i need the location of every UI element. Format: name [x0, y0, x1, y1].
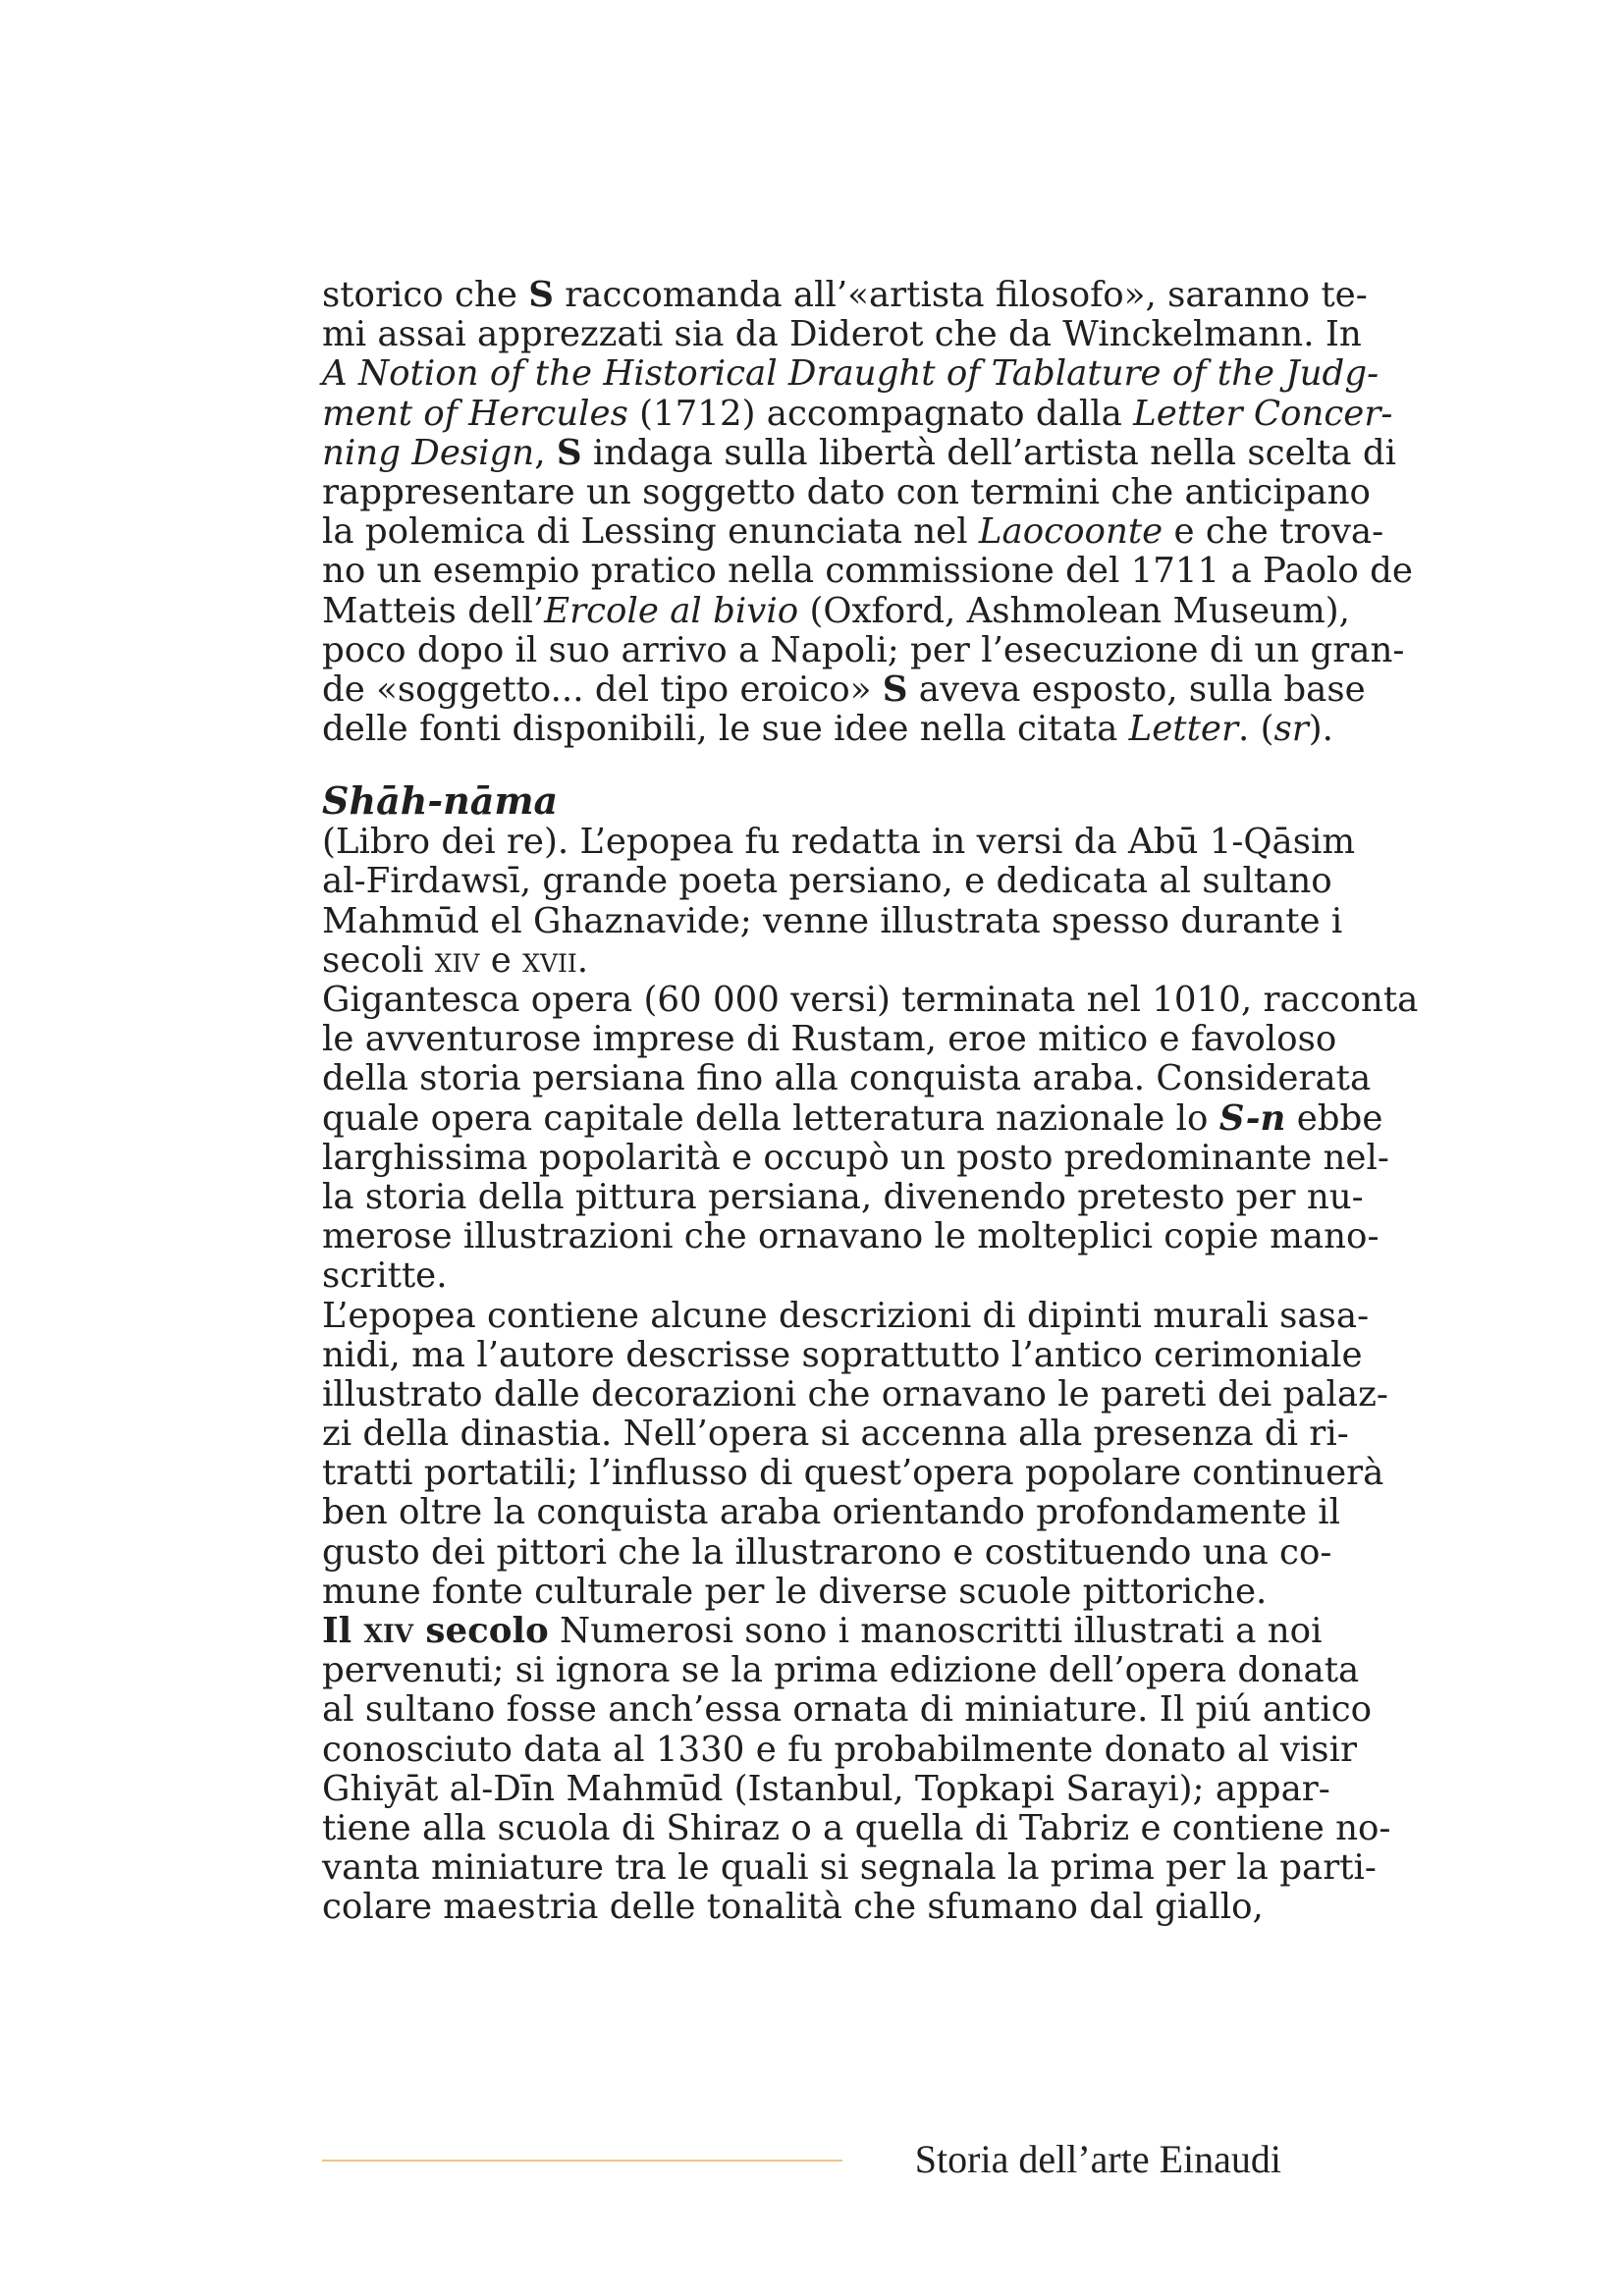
entry-line: nidi, ma l’autore descrisse soprattutto l’antico cerimoniale	[322, 1334, 1363, 1375]
previous-entry-line: A Notion of the Historical Draught of Tablature of the Judg-	[322, 353, 1380, 395]
previous-entry-line: Matteis dell’Ercole al bivio (Oxford, Ashmolean Museum),	[322, 590, 1350, 631]
entry-line: Il xiv secolo Numerosi sono i manoscritti illustrati a noi	[322, 1611, 1323, 1651]
previous-entry-line: poco dopo il suo arrivo a Napoli; per l’esecuzione di un gran-	[322, 629, 1405, 670]
entry-line: della storia persiana fino alla conquista araba. Considerata	[322, 1058, 1372, 1099]
previous-entry-line: no un esempio pratico nella commissione del 1711 a Paolo de	[322, 551, 1413, 592]
previous-entry-line: storico che S raccomanda all’«artista filosofo», saranno te-	[322, 275, 1368, 315]
entry-line: zi della dinastia. Nell’opera si accenna alla presenza di ri-	[322, 1414, 1349, 1455]
footer-rule	[322, 2160, 842, 2162]
entry-title: Shāh-nāma	[322, 778, 559, 824]
previous-entry-line: la polemica di Lessing enunciata nel Laocoonte e che trova-	[322, 511, 1384, 553]
previous-entry-line: ment of Hercules (1712) accompagnato dalla Letter Concer-	[322, 393, 1393, 434]
entry-line: vanta miniature tra le quali si segnala la prima per la parti-	[322, 1847, 1377, 1889]
entry-line: larghissima popolarità e occupò un posto predominante nel-	[322, 1137, 1389, 1178]
entry-line: scritte.	[322, 1255, 448, 1297]
entry-line: illustrato dalle decorazioni che ornavano le pareti dei palaz-	[322, 1373, 1388, 1415]
entry-line: tratti portatili; l’influsso di quest’opera popolare continuerà	[322, 1453, 1384, 1494]
entry-line: al sultano fosse anch’essa ornata di miniature. Il piú antico	[322, 1689, 1373, 1731]
entry-line: L’epopea contiene alcune descrizioni di dipinti murali sasa-	[322, 1295, 1370, 1336]
previous-entry-line: ning Design, S indaga sulla libertà dell’artista nella scelta di	[322, 432, 1396, 473]
entry-line: mune fonte culturale per le diverse scuole pittoriche.	[322, 1571, 1268, 1612]
entry-line: Gigantesca opera (60 000 versi) terminata nel 1010, racconta	[322, 980, 1419, 1020]
previous-entry-line: mi assai apprezzati sia da Diderot che da Winckelmann. In	[322, 314, 1362, 355]
entry-line: al-Firdawsī, grande poeta persiano, e dedicata al sultano	[322, 861, 1332, 902]
page-body	[322, 275, 1419, 1928]
entry-line: gusto dei pittori che la illustrarono e costituendo una co-	[322, 1531, 1332, 1573]
entry-line: conosciuto data al 1330 e fu probabilmente donato al visir	[322, 1729, 1357, 1770]
entry-line: secoli xiv e xvii.	[322, 939, 589, 981]
previous-entry-line: rappresentare un soggetto dato con termini che anticipano	[322, 471, 1371, 512]
entry-line: pervenuti; si ignora se la prima edizione dell’opera donata	[322, 1650, 1360, 1691]
entry-line: Mahmūd el Ghaznavide; venne illustrata spesso durante i	[322, 900, 1343, 941]
previous-entry-line: delle fonti disponibili, le sue idee nella citata Letter. (sr).	[322, 709, 1333, 750]
entry-line: la storia della pittura persiana, divenendo pretesto per nu-	[322, 1176, 1364, 1217]
entry-line: tiene alla scuola di Shiraz o a quella di Tabriz e contiene no-	[322, 1807, 1391, 1848]
entry-line: merose illustrazioni che ornavano le molteplici copie mano-	[322, 1216, 1380, 1257]
entry-line: (Libro dei re). L’epopea fu redatta in versi da Abū 1-Qāsim	[322, 822, 1356, 863]
entry-body	[322, 822, 1419, 1928]
entry-line: le avventurose imprese di Rustam, eroe mitico e favoloso	[322, 1019, 1337, 1060]
previous-entry-continuation	[322, 275, 1413, 750]
entry-line: ben oltre la conquista araba orientando profondamente il	[322, 1492, 1341, 1533]
previous-entry-line: de «soggetto... del tipo eroico» S aveva esposto, sulla base	[322, 668, 1366, 710]
footer-publication-title: Storia dell’arte Einaudi	[914, 2137, 1281, 2181]
entry-line: colare maestria delle tonalità che sfumano dal giallo,	[322, 1887, 1264, 1928]
entry-line: Ghiyāt al-Dīn Mahmūd (Istanbul, Topkapi Sarayi); appar-	[322, 1768, 1330, 1809]
entry-line: quale opera capitale della letteratura nazionale lo S-n ebbe	[322, 1097, 1383, 1139]
